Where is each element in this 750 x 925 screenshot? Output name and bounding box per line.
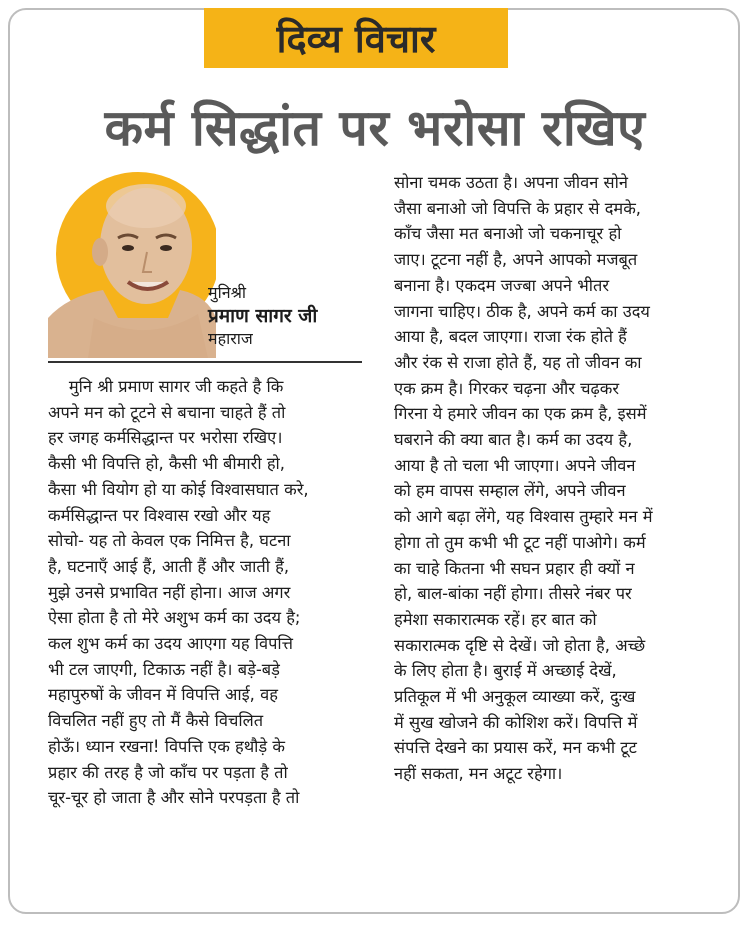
article-column-left [48, 374, 363, 811]
text-line: हमेशा सकारात्मक रहें। हर बात को [394, 609, 597, 629]
text-line: हर जगह कर्मसिद्धान्त पर भरोसा रखिए। [48, 428, 283, 448]
text-line: गिरना ये हमारे जीवन का एक क्रम है, इसमें [394, 404, 647, 424]
author-name: प्रमाण सागर जी [208, 305, 318, 327]
text-line: जैसा बनाओ जो विपत्ति के प्रहार से दमके, [394, 198, 642, 218]
section-title: दिव्य विचार [276, 17, 436, 61]
text-line: मुनि श्री प्रमाण सागर जी कहते है कि [48, 377, 284, 396]
text-line: में सुख खोजने की कोशिश करें। विपत्ति में [394, 712, 638, 732]
byline-prefix: मुनिश्री [208, 283, 247, 302]
text-line: चूर-चूर हो जाता है और सोने परपड़ता है तो [48, 788, 300, 808]
text-line: को हम वापस सम्हाल लेंगे, अपने जीवन [394, 481, 626, 501]
text-line: प्रतिकूल में भी अनुकूल व्याख्या करें, दुःख [394, 687, 636, 707]
text-line: कैसा भी वियोग हो या कोई विश्वासघात करे, [48, 479, 309, 499]
text-line: कैसी भी विपत्ति हो, कैसी भी बीमारी हो, [48, 454, 285, 474]
portrait-scalp [106, 184, 186, 228]
text-line: विचलित नहीं हुए तो मैं कैसे विचलित [48, 711, 264, 731]
portrait-eye-left [122, 245, 134, 251]
text-line: जाए। टूटना नहीं है, अपने आपको मजबूत [394, 250, 638, 270]
text-line: एक क्रम है। गिरकर चढ़ना और चढ़कर [394, 378, 620, 398]
text-line: नहीं सकता, मन अटूट रहेगा। [394, 764, 563, 784]
text-line: संपत्ति देखने का प्रयास करें, मन कभी टूट [394, 738, 637, 758]
text-line: आया है तो चला भी जाएगा। अपने जीवन [394, 455, 636, 475]
text-line: काँच जैसा मत बनाओ जो चकनाचूर हो [394, 224, 622, 244]
byline-divider [48, 361, 362, 363]
text-line: अपने मन को टूटने से बचाना चाहते हैं तो [48, 402, 286, 422]
text-line: घबराने की क्या बात है। कर्म का उदय है, [394, 430, 633, 450]
text-line: सोचो- यह तो केवल एक निमित्त है, घटना [48, 531, 291, 551]
text-line: होगा तो तुम कभी भी टूट नहीं पाओगे। कर्म [394, 532, 646, 552]
text-line: का चाहे कितना भी सघन प्रहार ही क्यों न [394, 558, 635, 578]
text-line: के लिए होता है। बुराई में अच्छाई देखें, [394, 661, 617, 681]
text-line: आया है, बदल जाएगा। राजा रंक होते हैं [394, 327, 627, 347]
portrait-ear [92, 238, 108, 266]
byline-suffix: महाराज [208, 329, 253, 348]
text-line: मुझे उनसे प्रभावित नहीं होना। आज अगर [48, 582, 291, 602]
section-banner [204, 8, 508, 68]
text-line: कल शुभ कर्म का उदय आएगा यह विपत्ति [48, 634, 293, 654]
byline [208, 282, 317, 350]
text-line: जागना चाहिए। ठीक है, अपने कर्म का उदय [394, 301, 650, 321]
text-line: को आगे बढ़ा लेंगे, यह विश्वास तुम्हारे मन में [394, 507, 653, 527]
text-line: है, घटनाएँ आई हैं, आती हैं और जाती हैं, [48, 556, 290, 576]
text-line: बनाना है। एकदम जज्बा अपने भीतर [394, 275, 610, 295]
text-line: प्रहार की तरह है जो काँच पर पड़ता है तो [48, 762, 288, 782]
portrait-eye-right [160, 245, 172, 251]
text-line: और रंक से राजा होते हैं, यह तो जीवन का [394, 352, 642, 372]
text-line: महापुरुषों के जीवन में विपत्ति आई, वह [48, 685, 278, 705]
text-line: हो, बाल-बांका नहीं होगा। तीसरे नंबर पर [394, 584, 632, 604]
text-line: होऊँ। ध्यान रखना! विपत्ति एक हथौड़े के [48, 736, 285, 756]
article-column-right [394, 170, 710, 787]
text-line: सकारात्मक दृष्टि से देखें। जो होता है, अच्छे [394, 635, 646, 655]
headline: कर्म सिद्धांत पर भरोसा रखिए [104, 99, 646, 157]
text-line: ऐसा होता है तो मेरे अशुभ कर्म का उदय है; [48, 608, 301, 628]
text-line: भी टल जाएगी, टिकाऊ नहीं है। बड़े-बड़े [48, 659, 280, 679]
author-portrait [48, 168, 216, 358]
text-line: सोना चमक उठता है। अपना जीवन सोने [394, 173, 628, 192]
text-line: कर्मसिद्धान्त पर विश्वास रखो और यह [48, 505, 271, 525]
